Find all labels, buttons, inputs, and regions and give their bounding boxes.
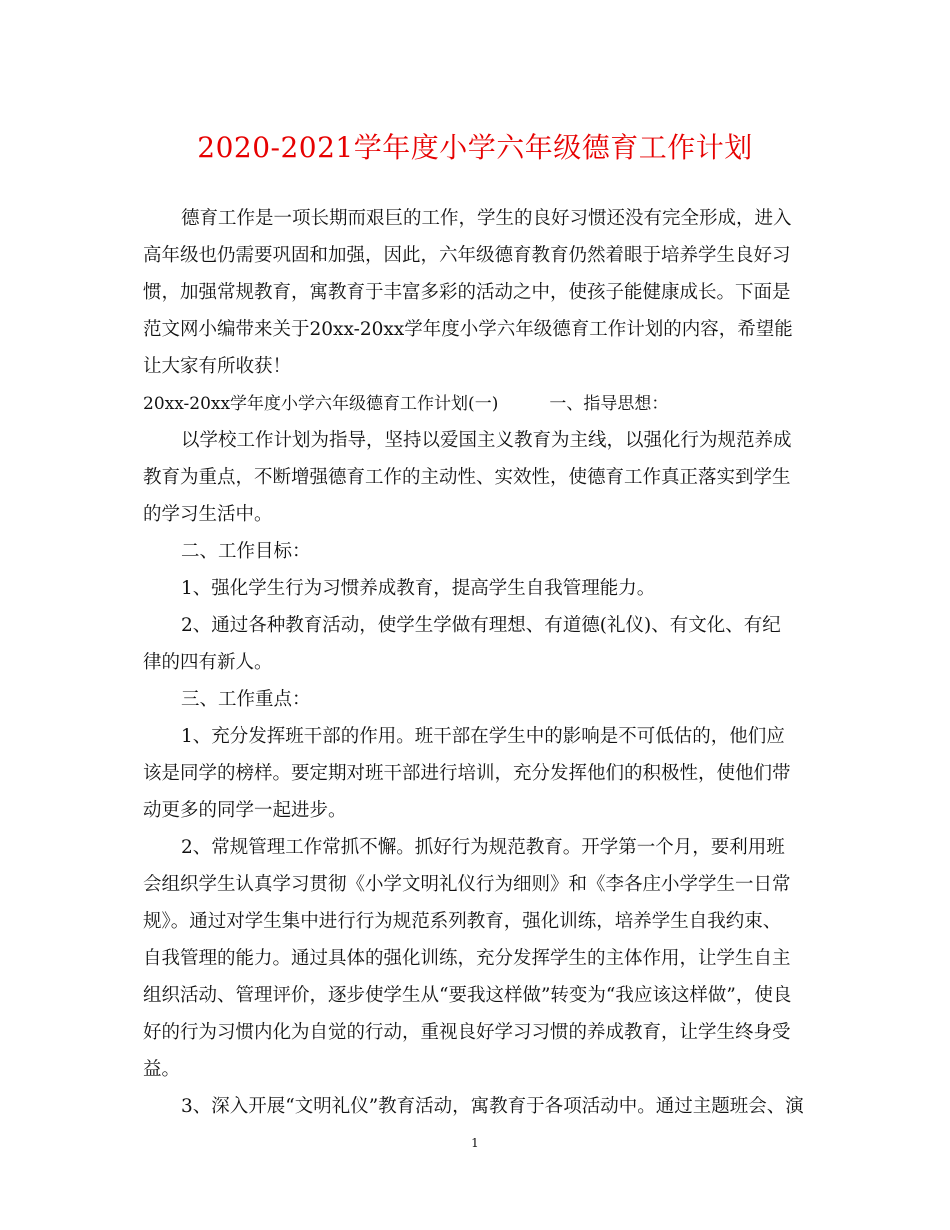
body-line: 组织活动、管理评价，逐步使学生从“要我这样做”转变为“我应该这样做”，使良 — [143, 985, 792, 1006]
document-title: 2020-2021学年度小学六年级德育工作计划 — [197, 131, 753, 164]
body-line: 高年级也仍需要巩固和加强，因此，六年级德育教育仍然着眼于培养学生良好习 — [143, 245, 791, 266]
body-line: 的学习生活中。 — [143, 504, 273, 525]
section-heading-line: 20xx-20xx学年度小学六年级德育工作计划(一) 一、指导思想： — [143, 394, 669, 414]
body-line: 规》。通过对学生集中进行行为规范系列教育，强化训练，培养学生自我约束、 — [143, 911, 782, 932]
body-line: 该是同学的榜样。要定期对班干部进行培训，充分发挥他们的积极性，使他们带 — [143, 763, 791, 784]
body-line: 以学校工作计划为指导，坚持以爱国主义教育为主线，以强化行为规范养成 — [181, 430, 792, 451]
body-line: 1、强化学生行为习惯养成教育，提高学生自我管理能力。 — [181, 578, 656, 599]
body-line: 会组织学生认真学习贯彻《小学文明礼仪行为细则》和《李各庄小学学生一日常 — [143, 874, 791, 895]
body-line: 2、通过各种教育活动，使学生学做有理想、有道德(礼仪)、有文化、有纪 — [181, 615, 781, 636]
body-line: 3、深入开展“文明礼仪”教育活动，寓教育于各项活动中。通过主题班会、演 — [181, 1096, 804, 1117]
body-line: 好的行为习惯内化为自觉的行动，重视良好学习习惯的养成教育，让学生终身受 — [143, 1022, 791, 1043]
body-line: 动更多的同学一起进步。 — [143, 800, 347, 821]
body-line: 2、常规管理工作常抓不懈。抓好行为规范教育。开学第一个月，要利用班 — [181, 837, 785, 858]
body-line: 益。 — [143, 1059, 181, 1080]
section-heading: 三、工作重点： — [181, 689, 311, 710]
body-line: 律的四有新人。 — [143, 652, 273, 673]
body-line: 让大家有所收获！ — [143, 356, 292, 377]
body-line: 惯，加强常规教育，寓教育于丰富多彩的活动之中，使孩子能健康成长。下面是 — [143, 282, 791, 303]
section-heading: 二、工作目标： — [181, 541, 311, 562]
body-line: 德育工作是一项长期而艰巨的工作，学生的良好习惯还没有完全形成，进入 — [181, 208, 792, 229]
body-line: 范文网小编带来关于20xx-20xx学年度小学六年级德育工作计划的内容，希望能 — [143, 319, 793, 340]
body-line: 自我管理的能力。通过具体的强化训练，充分发挥学生的主体作用，让学生自主 — [143, 948, 791, 969]
page-number: 1 — [471, 1136, 479, 1150]
body-line: 1、充分发挥班干部的作用。班干部在学生中的影响是不可低估的，他们应 — [181, 726, 785, 747]
body-line: 教育为重点，不断增强德育工作的主动性、实效性，使德育工作真正落实到学生 — [143, 467, 791, 488]
